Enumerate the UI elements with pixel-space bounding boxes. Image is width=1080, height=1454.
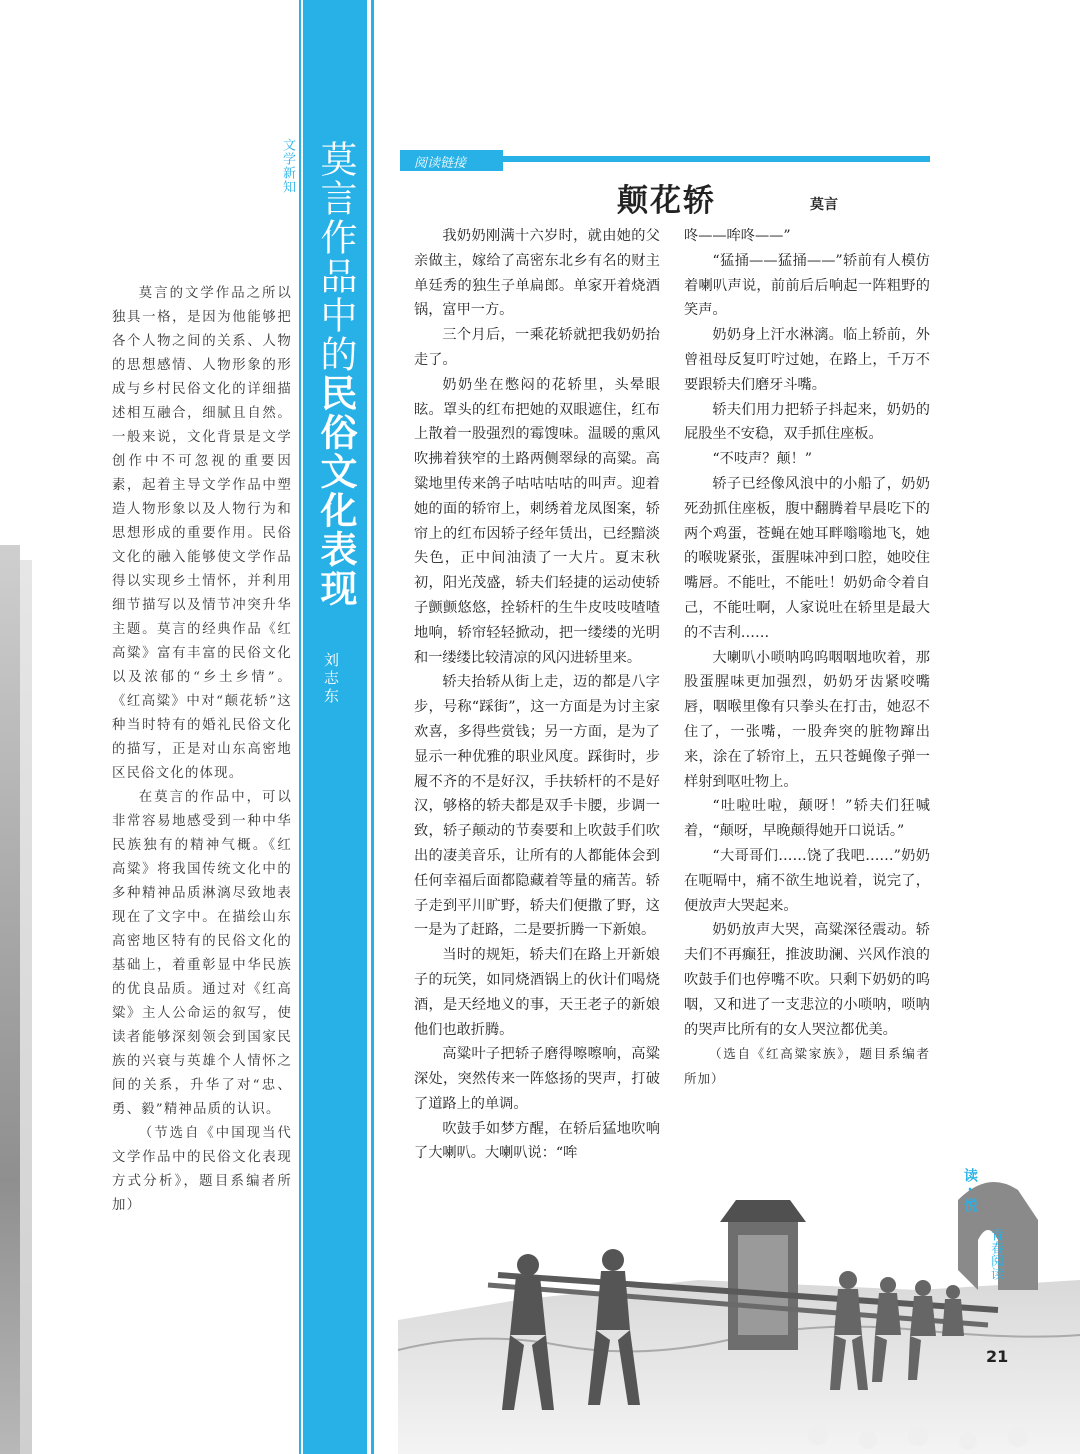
story-paragraph: 咚——哞咚——” (684, 228, 791, 244)
story-paragraph: “猛捅——猛捅——”轿前有人模仿着喇叭声说，前前后后响起一阵粗野的笑声。 (684, 252, 930, 319)
intro-paragraph: 莫言的文学作品之所以独具一格，是因为他能够把各个人物之间的关系、人物的思想感情、人物形象的形成与乡村民俗文化的详细描述相互融合，细腻且自然。一般来说，文化背景是文学创作中不可忽视的重要因素，起着主导文学作品中塑造人物形象以及人物行为和思想形成的重要作用。民俗文化的融入能够使文学作品得以实现乡土情怀，并利用细节描写以及情节冲突升华主题。莫言的经典作品《红高粱》富有丰富的民俗文化以及浓郁的“乡土乡情”。《红高粱》中对“颠花轿”这种当时特有的婚礼民俗文化的描写，正是对山东高密地区民俗文化的体现。 (112, 286, 292, 781)
title-part-1: 莫言作品中的 (314, 140, 357, 374)
story-paragraph: 奶奶身上汗水淋漓。临上轿前，外曾祖母反复叮咛过她，在路上，千万不要跟轿夫们磨牙斗嘴。 (684, 327, 930, 393)
story-paragraph: 轿夫抬轿从街上走，迈的都是八字步，号称“踩街”，这一方面是为讨主家欢喜，多得些赏钱；另一方面，是为了显示一种优雅的职业风度。踩街时，步履不齐的不是好汉，手扶轿杆的不是好汉，够格的轿夫都是双手卡腰，步调一致，轿子颠动的节奏要和上吹鼓手们吹出的凄美音乐，让所有的人都能体会到任何幸福后面都隐藏着等量的痛苦。轿子走到平川旷野，轿夫们便撒了野，这一是为了赶路，二是要折腾一下新娘。 (414, 674, 660, 939)
reading-link-label: 阅读链接 (414, 156, 467, 171)
story-paragraph: 奶奶坐在憋闷的花轿里，头晕眼眩。罩头的红布把她的双眼遮住，红布上散着一股强烈的霉馊味。温暖的熏风吹拂着狭窄的土路两侧翠绿的高粱。高粱地里传来鸽子咕咕咕咕的叫声。迎着她的面的轿帘上，刺绣着龙凤图案，轿帘上的红布因轿子经年赁出，已经黯淡失色，正中间油渍了一大片。夏末秋初，阳光茂盛，轿夫们轻捷的运动使轿子颤颤悠悠，拴轿杆的生牛皮吱吱喳喳地响，轿帘轻轻掀动，把一缕缕的光明和一缕缕比较清凉的风闪进轿里来。 (414, 376, 660, 666)
story-paragraph: 大喇叭小唢呐呜呜咽咽地吹着，那股蛋腥味更加强烈，奶奶牙齿紧咬嘴唇，咽喉里像有只拳头在打击，她忍不住了，一张嘴，一股奔突的脏物蹿出来，涂在了轿帘上，五只苍蝇像子弹一样射到呕吐物上。 (684, 649, 930, 790)
story-column-1 (414, 224, 660, 1166)
section-tag: 文学新知 (280, 138, 295, 194)
section-tag-rule (300, 136, 301, 222)
left-photo-edge-light (20, 560, 32, 1454)
side-badge: 青春阅读 (988, 1228, 1003, 1280)
story-paragraph: 当时的规矩，轿夫们在路上开新娘子的玩笑，如同烧酒锅上的伙计们喝烧酒，是天经地义的事，天王老子的新娘他们也敢折腾。 (414, 947, 660, 1038)
story-paragraph: 轿夫们用力把轿子抖起来，奶奶的屁股坐不安稳，双手抓住座板。 (684, 401, 930, 443)
left-photo-edge (0, 545, 20, 1454)
page-number: 21 (986, 1347, 1009, 1366)
story-source: （选自《红高粱家族》，题目系编者所加） (684, 1046, 930, 1087)
story-paragraph: 高粱叶子把轿子磨得嚓嚓响，高粱深处，突然传来一阵悠扬的哭声，打破了道路上的单调。 (414, 1046, 660, 1112)
story-paragraph: “不吱声？颠！” (712, 451, 813, 468)
story-paragraph: 轿子已经像风浪中的小船了，奶奶死劲抓住座板，腹中翻腾着早晨吃下的两个鸡蛋，苍蝇在她耳畔嗡嗡地飞，她的喉咙紧张，蛋腥味冲到口腔，她咬住嘴唇。不能吐，不能吐！奶奶命令着自己，不能吐啊，人家说吐在轿里是最大的不吉利…… (684, 475, 930, 641)
story-title: 颠花轿 (617, 183, 716, 219)
story-author: 莫言 (810, 197, 838, 213)
article-author: 刘志东 (322, 652, 340, 706)
intro-article (112, 282, 292, 1218)
band-line (371, 0, 374, 1454)
page-title (312, 140, 358, 608)
intro-paragraph: 在莫言的作品中，可以非常容易地感受到一种中华民族独有的精神气概。《红高粱》将我国传统文化中的多种精神品质淋漓尽致地表现在了文字中。在描绘山东高密地区特有的民俗文化的基础上，着重彰显中华民族的优良品质。通过对《红高粱》主人公命运的叙写，使读者能够深刻领会到国家民族的兴衰与英雄个人情怀之间的关系，升华了对“忠、勇、毅”精神品质的认识。 (112, 790, 292, 1117)
side-badge-top: 读·悦 (962, 1168, 978, 1212)
title-part-2: 民俗文化表现 (314, 374, 357, 608)
story-paragraph: 三个月后，一乘花轿就把我奶奶抬走了。 (414, 327, 660, 368)
story-paragraph: 奶奶放声大哭，高粱深径震动。轿夫们不再癫狂，推波助澜、兴风作浪的吹鼓手们也停嘴不吹。只剩下奶奶的呜咽，又和进了一支悲泣的小唢呐，唢呐的哭声比所有的女人哭泣都优美。 (684, 922, 930, 1038)
story-column-2 (684, 224, 930, 1092)
story-paragraph: 我奶奶刚满十六岁时，就由她的父亲做主，嫁给了高密东北乡有名的财主单廷秀的独生子单扁郎。单家开着烧酒锅，富甲一方。 (414, 228, 660, 319)
story-paragraph: “大哥哥们……饶了我吧……”奶奶在呃嗝中，痛不欲生地说着，说完了，便放声大哭起来。 (684, 847, 930, 914)
intro-source: （节选自《中国现当代文学作品中的民俗文化表现方式分析》，题目系编者所加） (112, 1126, 292, 1213)
story-paragraph: “吐啦吐啦，颠呀！”轿夫们狂喊着，“颠呀，早晚颠得她开口说话。” (684, 798, 930, 840)
story-paragraph: 吹鼓手如梦方醒，在轿后猛地吹响了大喇叭。大喇叭说：“哞 (414, 1120, 660, 1162)
